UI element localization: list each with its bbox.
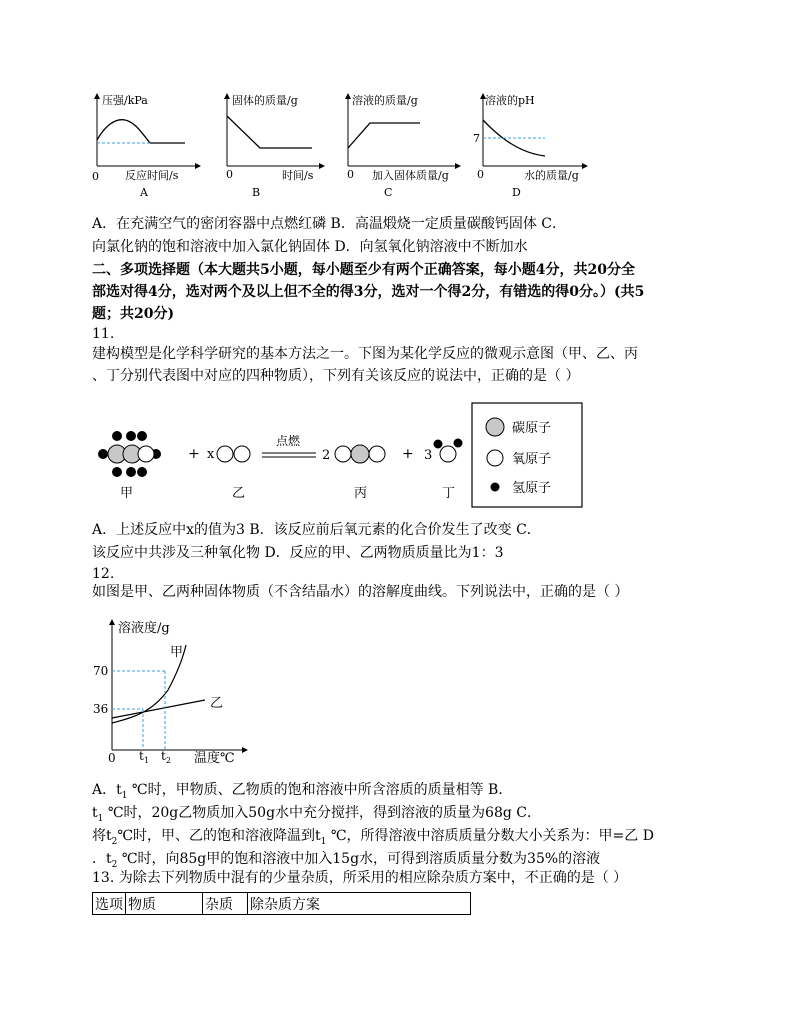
graph-b-letter: B: [252, 186, 261, 199]
coef-2: 2: [322, 448, 331, 463]
label-jia: 甲: [120, 486, 134, 501]
molecule-bing: [335, 445, 385, 463]
chart-xlabel: 温度℃: [194, 751, 235, 764]
graph-c-origin: 0: [347, 168, 354, 181]
molecule-jia: [98, 431, 161, 477]
section2-heading-line3: 题；共20分): [92, 306, 175, 322]
graph-c-letter: C: [384, 186, 393, 199]
q12-option-a: A．$t_1$ ℃时，甲物质、乙物质的饱和溶液中所含溶质的质量相等 B．: [92, 782, 513, 801]
graph-b: [226, 93, 322, 199]
ytick-70: 70: [93, 664, 109, 678]
legend-oxygen: 氧原子: [512, 452, 552, 467]
label-yi: 乙: [232, 486, 246, 501]
solubility-chart: [90, 612, 260, 764]
q12-number: 12.: [92, 566, 115, 582]
q11-stem-line1: 建构模型是化学科学研究的基本方法之一。下图为某化学反应的微观示意图（甲、乙、丙: [92, 346, 638, 362]
coef-3: 3: [424, 448, 433, 463]
q10-options-line2: 向氯化钠的饱和溶液中加入氯化钠固体 D．向氢氧化钠溶液中不断加水: [92, 239, 528, 255]
graph-a: [92, 94, 198, 199]
graphs-row: [90, 88, 600, 203]
graph-c-ylabel: 溶液的质量/g: [352, 94, 418, 107]
reaction-diagram: [90, 400, 590, 510]
graph-a-letter: A: [140, 186, 148, 199]
plus-1: +: [188, 446, 200, 462]
q11-options-line1: A．上述反应中x的值为3 B．该反应前后氧元素的化合价发生了改变 C．: [92, 522, 541, 538]
curve-yi: [112, 700, 205, 718]
q11-stem-line2: 、丁分别代表图中对应的四种物质），下列有关该反应的说法中，正确的是（ ）: [92, 368, 580, 384]
graph-a-origin: 0: [92, 170, 99, 183]
q10-options-line1: A．在充满空气的密闭容器中点燃红磷 B．高温煅烧一定质量碳酸钙固体 C．: [92, 216, 567, 232]
molecule-yi: [217, 446, 250, 462]
chart-origin: 0: [108, 751, 116, 764]
atom-legend: [472, 403, 582, 507]
section2-heading-line2: 部选对得4分，选对两个及以上但不全的得3分，选对一个得2分，有错选的得0分。）(共5: [92, 284, 645, 300]
xtick-t1-sub: 1: [144, 756, 150, 764]
label-bing: 丙: [354, 486, 368, 501]
chart-ylabel: 溶液度/g: [118, 621, 170, 636]
graph-b-ylabel: 固体的质量/g: [232, 94, 298, 107]
graph-d-origin: 0: [477, 168, 484, 181]
graph-a-xlabel: 反应时间/s: [125, 169, 179, 182]
coef-x: x: [207, 447, 215, 462]
graph-d-xlabel: 水的质量/g: [524, 169, 579, 182]
q13-table: [92, 892, 471, 915]
ytick-36: 36: [93, 702, 109, 716]
graph-b-xlabel: 时间/s: [282, 169, 314, 182]
series-yi-label: 乙: [210, 696, 224, 711]
graph-a-ylabel: 压强/kPa: [102, 94, 148, 107]
q11-number: 11.: [92, 326, 115, 342]
q13-stem: 13. 为除去下列物质中混有的少量杂质，所采用的相应除杂质方案中，不正确的是（ ）: [92, 870, 628, 886]
q11-options-line2: 该反应中共涉及三种氧化物 D．反应的甲、乙两物质质量比为1：3: [92, 545, 504, 561]
graph-c: [347, 93, 458, 199]
q12-option-c: 将$t_2℃$时，甲、乙的饱和溶液降温到$t_1$ ℃，所得溶液中溶质质量分数大小关系为：甲=乙 D: [92, 828, 654, 847]
legend-hydrogen: 氢原子: [512, 481, 552, 496]
graph-d: [473, 93, 585, 199]
xtick-t2-sub: 2: [166, 756, 172, 764]
q12-option-b: $t_1$ ℃时，20g乙物质加入50g水中充分搅拌，得到溶液的质量为68g C．: [92, 805, 541, 824]
header-substance: 物质: [126, 893, 203, 915]
graph-d-ylabel: 溶液的pH: [485, 94, 535, 107]
label-ding: 丁: [442, 486, 456, 501]
condition-label: 点燃: [276, 434, 301, 448]
q12-stem: 如图是甲、乙两种固体物质（不含结晶水）的溶解度曲线。下列说法中，正确的是（ ）: [92, 584, 629, 600]
legend-carbon: 碳原子: [512, 421, 552, 436]
series-jia-label: 甲: [170, 645, 184, 660]
section2-heading-line1: 二、多项选择题（本大题共5小题，每小题至少有两个正确答案，每小题4分，共20分全: [92, 262, 635, 278]
table-header-row: [93, 893, 471, 915]
graph-c-xlabel: 加入固体质量/g: [372, 169, 449, 182]
header-option: 选项: [93, 893, 126, 915]
xtick-t2: t: [161, 749, 166, 763]
graph-d-letter: D: [512, 186, 521, 199]
header-method: 除杂质方案: [248, 893, 471, 915]
header-impurity: 杂质: [203, 893, 248, 915]
graph-b-origin: 0: [226, 168, 233, 181]
q12-option-d: ．$t_2$ ℃时，向85g甲的饱和溶液中加入15g水，可得到溶质质量分数为35%的溶液: [92, 851, 601, 870]
xtick-t1: t: [139, 749, 144, 763]
molecule-ding: [434, 439, 463, 463]
plus-2: +: [402, 446, 414, 462]
graph-d-mark7: 7: [473, 132, 480, 145]
